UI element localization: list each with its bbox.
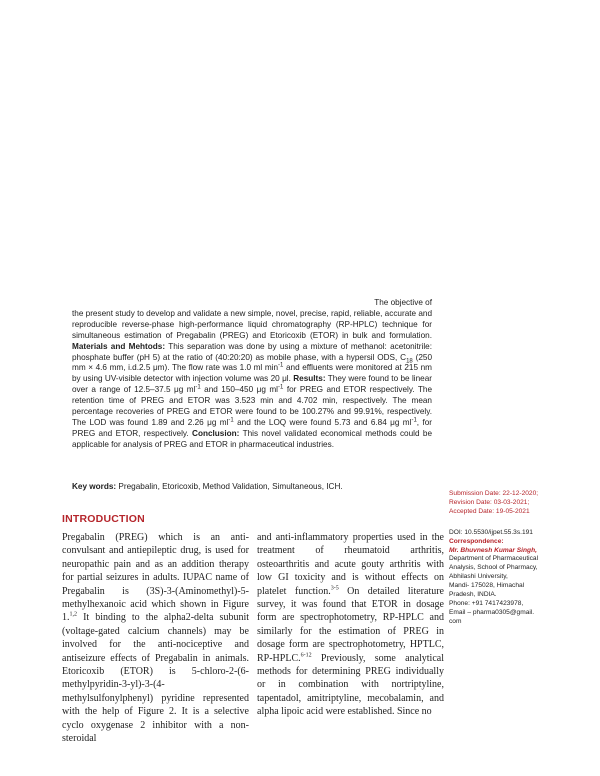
citation: 1,2 — [69, 612, 77, 619]
methods-text: This separation was done by using a mixture of methanol: acetonitrile: phosphate buffer (pH 5) at the ratio of (40:20:20) as mobile phase, with a hypersil ODS, C — [72, 341, 432, 362]
address-line: Pradesh, INDIA. — [449, 591, 497, 599]
intro-text-5: Previously, some analytical methods for determining PREG individually or in combination with nortriptyline, tapentadol, amitriptyline, mecobalamin, and alpha lipoic acid were established. Since no — [257, 652, 444, 718]
unit-superscript: -1 — [278, 384, 284, 391]
intro-column-right — [257, 531, 444, 719]
keywords — [72, 481, 432, 492]
email[interactable]: Email – pharma0305@gmail. — [449, 608, 535, 616]
methods-text-2: (250 mm × 4.6 mm, i.d.2.5 μm). The flow rate was 1.0 ml min — [72, 352, 432, 373]
accepted-date: Accepted Date: 19-05-2021 — [449, 507, 530, 515]
methods-text-3: and effluents were monitored at 215 nm by using UV-visible detector with injection volume was 20 μl. — [72, 363, 432, 384]
results-text-2: and 150–450 μg ml — [204, 385, 279, 395]
section-heading-introduction: INTRODUCTION — [62, 513, 145, 525]
keywords-label: Key words: — [72, 482, 117, 491]
keywords-text: Pregabalin, Etoricoxib, Method Validation, Simultaneous, ICH. — [118, 482, 343, 491]
revision-date: Revision Date: 03-03-2021; — [449, 498, 530, 506]
results-label: Results: — [293, 374, 326, 384]
citation: 3-5 — [330, 585, 339, 592]
abstract-objective-line: The objective of — [374, 298, 432, 307]
intro-text-2: It binding to the alpha2-delta subunit (voltage-gated calcium channels) may be involved for the anti-nociceptive and antiseizure effects of Pregabalin in animals. Etoricoxib (ETOR) is 5-chloro-2-(6-methylpyridin-3-yl)-3-(4-methylsulfonylphenyl) pyridine represented with the help of Figure 2. It is a selective cyclo oxygenase 2 inhibitor with a non-steroidal — [62, 612, 249, 745]
abstract-body — [72, 309, 432, 451]
unit-superscript: -1 — [278, 362, 284, 369]
unit-superscript: -1 — [195, 384, 201, 391]
results-text-4: and the LOQ were found 5.73 and 6.84 μg ml — [237, 417, 412, 427]
address-line: Analysis, School of Pharmacy, — [449, 564, 538, 572]
abstract — [72, 298, 432, 451]
methods-label: Materials and Mehtods: — [72, 341, 166, 351]
unit-superscript: -1 — [228, 417, 234, 424]
correspondence-label: Correspondence: — [449, 537, 504, 545]
submission-date: Submission Date: 22-12-2020; — [449, 490, 539, 497]
unit-superscript: -1 — [411, 417, 417, 424]
intro-text-4: On detailed literature survey, it was found that ETOR in dosage form are spectrophotometry, RP-HPLC and similarly for the estimation of PREG in dosage form are spectrophotometry, HPTLC, RP-HPLC. — [257, 585, 444, 664]
intro-text-3: and anti-inflammatory properties used in the treatment of rheumatoid arthritis, osteoarthritis and acute gouty arthritis with low GI toxicity and is without effects on platelet function. — [257, 532, 444, 597]
citation: 6-12 — [300, 652, 312, 659]
results-text-3: for PREG and ETOR respectively. The retention time of PREG and ETOR was 3.523 min and 4.702 min, respectively. The mean percentage recoveries of PREG and ETOR were found to be 100.27% and 99.91%, respectively. The LOD was found 1.89 and 2.26 μg ml — [72, 385, 433, 427]
email-cont[interactable]: com — [449, 617, 462, 625]
address-line: Department of Pharmaceutical — [449, 555, 539, 563]
results-text: They were found to be linear over a range of 12.5–37.5 μg ml — [72, 374, 432, 395]
phone: Phone: +91 7417423978, — [449, 599, 524, 607]
results-text-5: , for PREG and ETOR, respectively. — [72, 417, 432, 438]
address-line: Mandi- 175028, Himachal — [449, 582, 525, 590]
column-subscript: 18 — [406, 358, 413, 365]
intro-column-left — [62, 531, 249, 746]
article-info-sidebar — [449, 490, 559, 627]
correspondence-name: Mr. Bhuvnesh Kumar Singh, — [449, 546, 537, 554]
address-line: Abhilashi University, — [449, 573, 508, 581]
doi[interactable]: DOI: 10.5530/ijpet.55.3s.191 — [449, 528, 533, 536]
conclusion-text: This novel validated economical methods could be applicable for analysis of PREG and ETOR in pharmaceutical industries. — [72, 428, 432, 449]
intro-text: Pregabalin (PREG) which is an anti-convulsant and antiepileptic drug, is used for neuropathic pain and as an addition therapy for partial seizures in adults. IUPAC name of Pregabalin is (3S)-3-(Aminomethyl)-5-methylhexanoic acid which shown in Figure 1. — [62, 532, 249, 624]
abstract-objective-text: the present study to develop and validate a new simple, novel, precise, rapid, reliable, accurate and reproducible reverse-phase high-performance liquid chromatography (RP-HPLC) technique for simultaneous estimation of Pregabalin (PREG) and Etoricoxib (ETOR) in bulk and formulation. — [72, 308, 433, 340]
conclusion-label: Conclusion: — [192, 428, 240, 438]
